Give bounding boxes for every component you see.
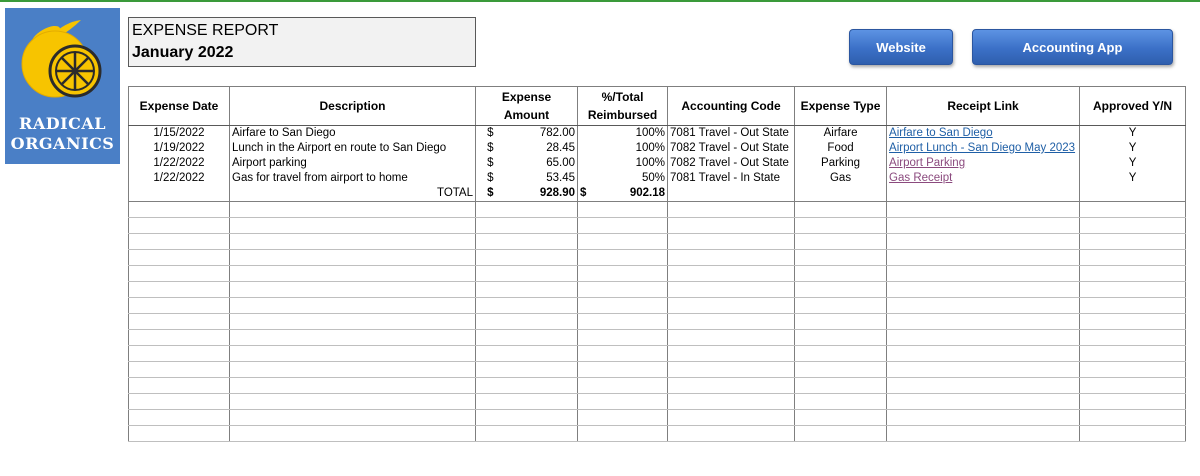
cell-empty[interactable] [887, 186, 1080, 202]
cell-empty[interactable] [230, 378, 476, 394]
cell-empty[interactable] [1080, 378, 1186, 394]
cell-empty[interactable] [795, 346, 887, 362]
empty-row [129, 282, 1186, 298]
empty-row [129, 314, 1186, 330]
cell-empty[interactable] [230, 362, 476, 378]
cell-empty[interactable] [668, 186, 795, 202]
cell-approved[interactable]: Y [1080, 126, 1186, 142]
header-pct-reimbursed[interactable] [578, 87, 668, 126]
cell-date[interactable]: 1/22/2022 [129, 156, 230, 171]
cell-empty[interactable] [129, 218, 230, 234]
cell-empty[interactable] [476, 362, 578, 378]
cell-amount[interactable]: 53.45 [496, 171, 578, 186]
cell-empty[interactable] [1080, 186, 1186, 202]
cell-empty[interactable] [476, 218, 578, 234]
empty-row [129, 394, 1186, 410]
cell-empty[interactable] [578, 346, 668, 362]
cell-date[interactable]: 1/19/2022 [129, 141, 230, 156]
cell-date[interactable]: 1/15/2022 [129, 126, 230, 142]
cell-empty[interactable] [476, 426, 578, 442]
cell-empty[interactable] [230, 394, 476, 410]
cell-date[interactable]: 1/22/2022 [129, 171, 230, 186]
cell-empty[interactable] [668, 362, 795, 378]
cell-empty[interactable] [887, 202, 1080, 218]
cell-empty[interactable] [887, 234, 1080, 250]
cell-empty[interactable] [578, 250, 668, 266]
cell-approved[interactable]: Y [1080, 141, 1186, 156]
empty-row [129, 330, 1186, 346]
cell-empty[interactable] [476, 378, 578, 394]
cell-amount[interactable]: 28.45 [496, 141, 578, 156]
cell-empty[interactable] [795, 234, 887, 250]
cell-empty[interactable] [795, 362, 887, 378]
cell-empty[interactable] [578, 410, 668, 426]
cell-empty[interactable] [129, 410, 230, 426]
cell-empty[interactable] [230, 298, 476, 314]
accounting-app-button[interactable]: Accounting App [972, 29, 1173, 65]
cell-description[interactable]: Lunch in the Airport en route to San Diego [230, 141, 476, 156]
cell-expense-type[interactable]: Gas [795, 171, 887, 186]
header-expense-amount[interactable] [476, 87, 578, 126]
cell-empty[interactable] [578, 266, 668, 282]
cell-empty[interactable] [1080, 266, 1186, 282]
cell-empty[interactable] [476, 298, 578, 314]
cell-empty[interactable] [1080, 426, 1186, 442]
report-period: January 2022 [132, 44, 234, 61]
logo-text-line1: RADICAL [19, 114, 106, 133]
cell-empty[interactable] [887, 378, 1080, 394]
cell-pct-reimbursed[interactable]: 50% [578, 171, 668, 186]
cell-description[interactable]: Airfare to San Diego [230, 126, 476, 142]
cell-empty[interactable] [1080, 202, 1186, 218]
cell-empty[interactable] [578, 298, 668, 314]
cell-empty[interactable] [887, 298, 1080, 314]
cell-pct-reimbursed[interactable]: 100% [578, 126, 668, 142]
cell-empty[interactable] [230, 330, 476, 346]
cell-empty[interactable] [129, 394, 230, 410]
cell-empty[interactable] [230, 218, 476, 234]
cell-empty[interactable] [578, 282, 668, 298]
cell-empty[interactable] [230, 426, 476, 442]
header-row [129, 87, 1186, 126]
report-title-box [128, 17, 476, 67]
cell-accounting-code[interactable]: 7081 Travel - In State [668, 171, 795, 186]
cell-empty[interactable] [476, 282, 578, 298]
empty-row [129, 410, 1186, 426]
table-row [129, 156, 1186, 171]
header-expense-date[interactable]: Expense Date [129, 87, 230, 126]
cell-description[interactable]: Gas for travel from airport to home [230, 171, 476, 186]
cell-currency[interactable]: $ [476, 171, 496, 186]
cell-empty[interactable] [476, 394, 578, 410]
header-pct-line1: %/Total [601, 90, 644, 104]
cell-empty[interactable] [887, 282, 1080, 298]
header-expense-amount-line1: Expense [501, 90, 552, 104]
cell-approved[interactable]: Y [1080, 156, 1186, 171]
cell-empty[interactable] [129, 250, 230, 266]
cell-empty[interactable] [668, 330, 795, 346]
cell-empty[interactable] [1080, 346, 1186, 362]
cell-empty[interactable] [1080, 298, 1186, 314]
total-amount[interactable]: 928.90 [496, 186, 578, 202]
cell-empty[interactable] [129, 282, 230, 298]
table-body [129, 87, 1186, 442]
table-row [129, 171, 1186, 186]
cell-empty[interactable] [230, 314, 476, 330]
receipt-link[interactable]: Gas Receipt [889, 172, 953, 184]
cell-empty[interactable] [1080, 282, 1186, 298]
cell-currency[interactable]: $ [476, 156, 496, 171]
empty-row [129, 298, 1186, 314]
cell-empty[interactable] [129, 378, 230, 394]
cell-accounting-code[interactable]: 7082 Travel - Out State [668, 156, 795, 171]
cell-empty[interactable] [476, 330, 578, 346]
cell-empty[interactable] [795, 314, 887, 330]
cell-empty[interactable] [230, 410, 476, 426]
cell-empty[interactable] [476, 410, 578, 426]
cell-empty[interactable] [795, 250, 887, 266]
cell-empty[interactable] [476, 250, 578, 266]
cell-empty[interactable] [887, 410, 1080, 426]
cell-empty[interactable] [129, 186, 230, 202]
cell-empty[interactable] [795, 266, 887, 282]
cell-empty[interactable] [795, 186, 887, 202]
empty-row [129, 250, 1186, 266]
total-row [129, 186, 1186, 202]
cell-empty[interactable] [668, 282, 795, 298]
top-accent-rule [0, 0, 1200, 2]
cell-empty[interactable] [1080, 394, 1186, 410]
cell-empty[interactable] [578, 378, 668, 394]
cell-empty[interactable] [1080, 234, 1186, 250]
cell-empty[interactable] [129, 362, 230, 378]
cell-empty[interactable] [795, 202, 887, 218]
cell-empty[interactable] [230, 202, 476, 218]
receipt-link[interactable]: Airfare to San Diego [889, 127, 993, 139]
cell-empty[interactable] [795, 330, 887, 346]
cell-amount[interactable]: 65.00 [496, 156, 578, 171]
empty-row [129, 378, 1186, 394]
cell-pct-reimbursed[interactable]: 100% [578, 141, 668, 156]
cell-empty[interactable] [887, 362, 1080, 378]
cell-empty[interactable] [668, 394, 795, 410]
total-reimbursed-currency[interactable]: $ [578, 186, 598, 202]
cell-empty[interactable] [230, 282, 476, 298]
empty-row [129, 266, 1186, 282]
cell-empty[interactable] [668, 378, 795, 394]
cell-empty[interactable] [578, 426, 668, 442]
expense-table [128, 86, 1186, 442]
cell-amount[interactable]: 782.00 [496, 126, 578, 142]
cell-empty[interactable] [668, 298, 795, 314]
cell-empty[interactable] [795, 410, 887, 426]
total-reimbursed-amount[interactable]: 902.18 [598, 186, 668, 202]
website-button[interactable]: Website [849, 29, 953, 65]
report-title: EXPENSE REPORT [132, 22, 279, 39]
total-label[interactable]: TOTAL [230, 186, 476, 202]
cell-empty[interactable] [668, 250, 795, 266]
receipt-link[interactable]: Airport Lunch - San Diego May 2023 [889, 142, 1076, 154]
cell-empty[interactable] [476, 346, 578, 362]
cell-empty[interactable] [230, 266, 476, 282]
cell-empty[interactable] [668, 202, 795, 218]
cell-empty[interactable] [668, 218, 795, 234]
logo-text-line2: ORGANICS [10, 134, 115, 153]
cell-empty[interactable] [668, 234, 795, 250]
cell-empty[interactable] [476, 266, 578, 282]
cell-empty[interactable] [578, 314, 668, 330]
empty-row [129, 426, 1186, 442]
cell-currency[interactable]: $ [476, 141, 496, 156]
cell-expense-type[interactable]: Food [795, 141, 887, 156]
cell-empty[interactable] [230, 234, 476, 250]
table-row [129, 141, 1186, 156]
cell-empty[interactable] [795, 426, 887, 442]
header-accounting-code[interactable]: Accounting Code [668, 87, 795, 126]
cell-empty[interactable] [476, 314, 578, 330]
cell-empty[interactable] [887, 394, 1080, 410]
cell-empty[interactable] [1080, 410, 1186, 426]
cell-empty[interactable] [795, 298, 887, 314]
cell-empty[interactable] [668, 266, 795, 282]
cell-empty[interactable] [887, 346, 1080, 362]
cell-empty[interactable] [129, 202, 230, 218]
cell-empty[interactable] [887, 330, 1080, 346]
cell-empty[interactable] [1080, 314, 1186, 330]
cell-empty[interactable] [1080, 218, 1186, 234]
cell-empty[interactable] [230, 346, 476, 362]
cell-empty[interactable] [129, 234, 230, 250]
header-description[interactable]: Description [230, 87, 476, 126]
cell-currency[interactable]: $ [476, 126, 496, 142]
cell-approved[interactable]: Y [1080, 171, 1186, 186]
cell-pct-reimbursed[interactable]: 100% [578, 156, 668, 171]
cell-empty[interactable] [668, 426, 795, 442]
empty-row [129, 234, 1186, 250]
cell-empty[interactable] [129, 426, 230, 442]
lemon-icon [5, 8, 120, 113]
cell-empty[interactable] [795, 282, 887, 298]
cell-empty[interactable] [578, 394, 668, 410]
table-row [129, 126, 1186, 142]
cell-empty[interactable] [578, 330, 668, 346]
cell-empty[interactable] [887, 250, 1080, 266]
cell-empty[interactable] [795, 218, 887, 234]
cell-empty[interactable] [1080, 330, 1186, 346]
cell-empty[interactable] [1080, 250, 1186, 266]
company-logo [5, 8, 120, 164]
cell-empty[interactable] [129, 266, 230, 282]
empty-row [129, 362, 1186, 378]
cell-empty[interactable] [129, 298, 230, 314]
cell-empty[interactable] [795, 394, 887, 410]
header-expense-type[interactable]: Expense Type [795, 87, 887, 126]
cell-empty[interactable] [668, 314, 795, 330]
cell-description[interactable]: Airport parking [230, 156, 476, 171]
cell-empty[interactable] [129, 346, 230, 362]
cell-empty[interactable] [795, 378, 887, 394]
header-receipt-link[interactable]: Receipt Link [887, 87, 1080, 126]
cell-empty[interactable] [668, 410, 795, 426]
cell-empty[interactable] [578, 218, 668, 234]
cell-empty[interactable] [476, 234, 578, 250]
cell-expense-type[interactable]: Parking [795, 156, 887, 171]
empty-row [129, 218, 1186, 234]
empty-row [129, 346, 1186, 362]
cell-empty[interactable] [887, 218, 1080, 234]
cell-accounting-code[interactable]: 7081 Travel - Out State [668, 126, 795, 142]
cell-empty[interactable] [668, 346, 795, 362]
cell-empty[interactable] [578, 234, 668, 250]
cell-empty[interactable] [887, 426, 1080, 442]
empty-row [129, 202, 1186, 218]
cell-empty[interactable] [578, 202, 668, 218]
cell-empty[interactable] [887, 266, 1080, 282]
receipt-link[interactable]: Airport Parking [889, 157, 966, 169]
cell-empty[interactable] [230, 250, 476, 266]
cell-empty[interactable] [476, 202, 578, 218]
cell-empty[interactable] [1080, 362, 1186, 378]
header-approved[interactable]: Approved Y/N [1080, 87, 1186, 126]
cell-empty[interactable] [578, 362, 668, 378]
cell-empty[interactable] [129, 314, 230, 330]
cell-empty[interactable] [129, 330, 230, 346]
cell-empty[interactable] [887, 314, 1080, 330]
cell-expense-type[interactable]: Airfare [795, 126, 887, 142]
header-expense-amount-line2: Amount [503, 108, 550, 122]
header-pct-line2: Reimbursed [587, 108, 658, 122]
total-currency[interactable]: $ [476, 186, 496, 202]
cell-accounting-code[interactable]: 7082 Travel - Out State [668, 141, 795, 156]
